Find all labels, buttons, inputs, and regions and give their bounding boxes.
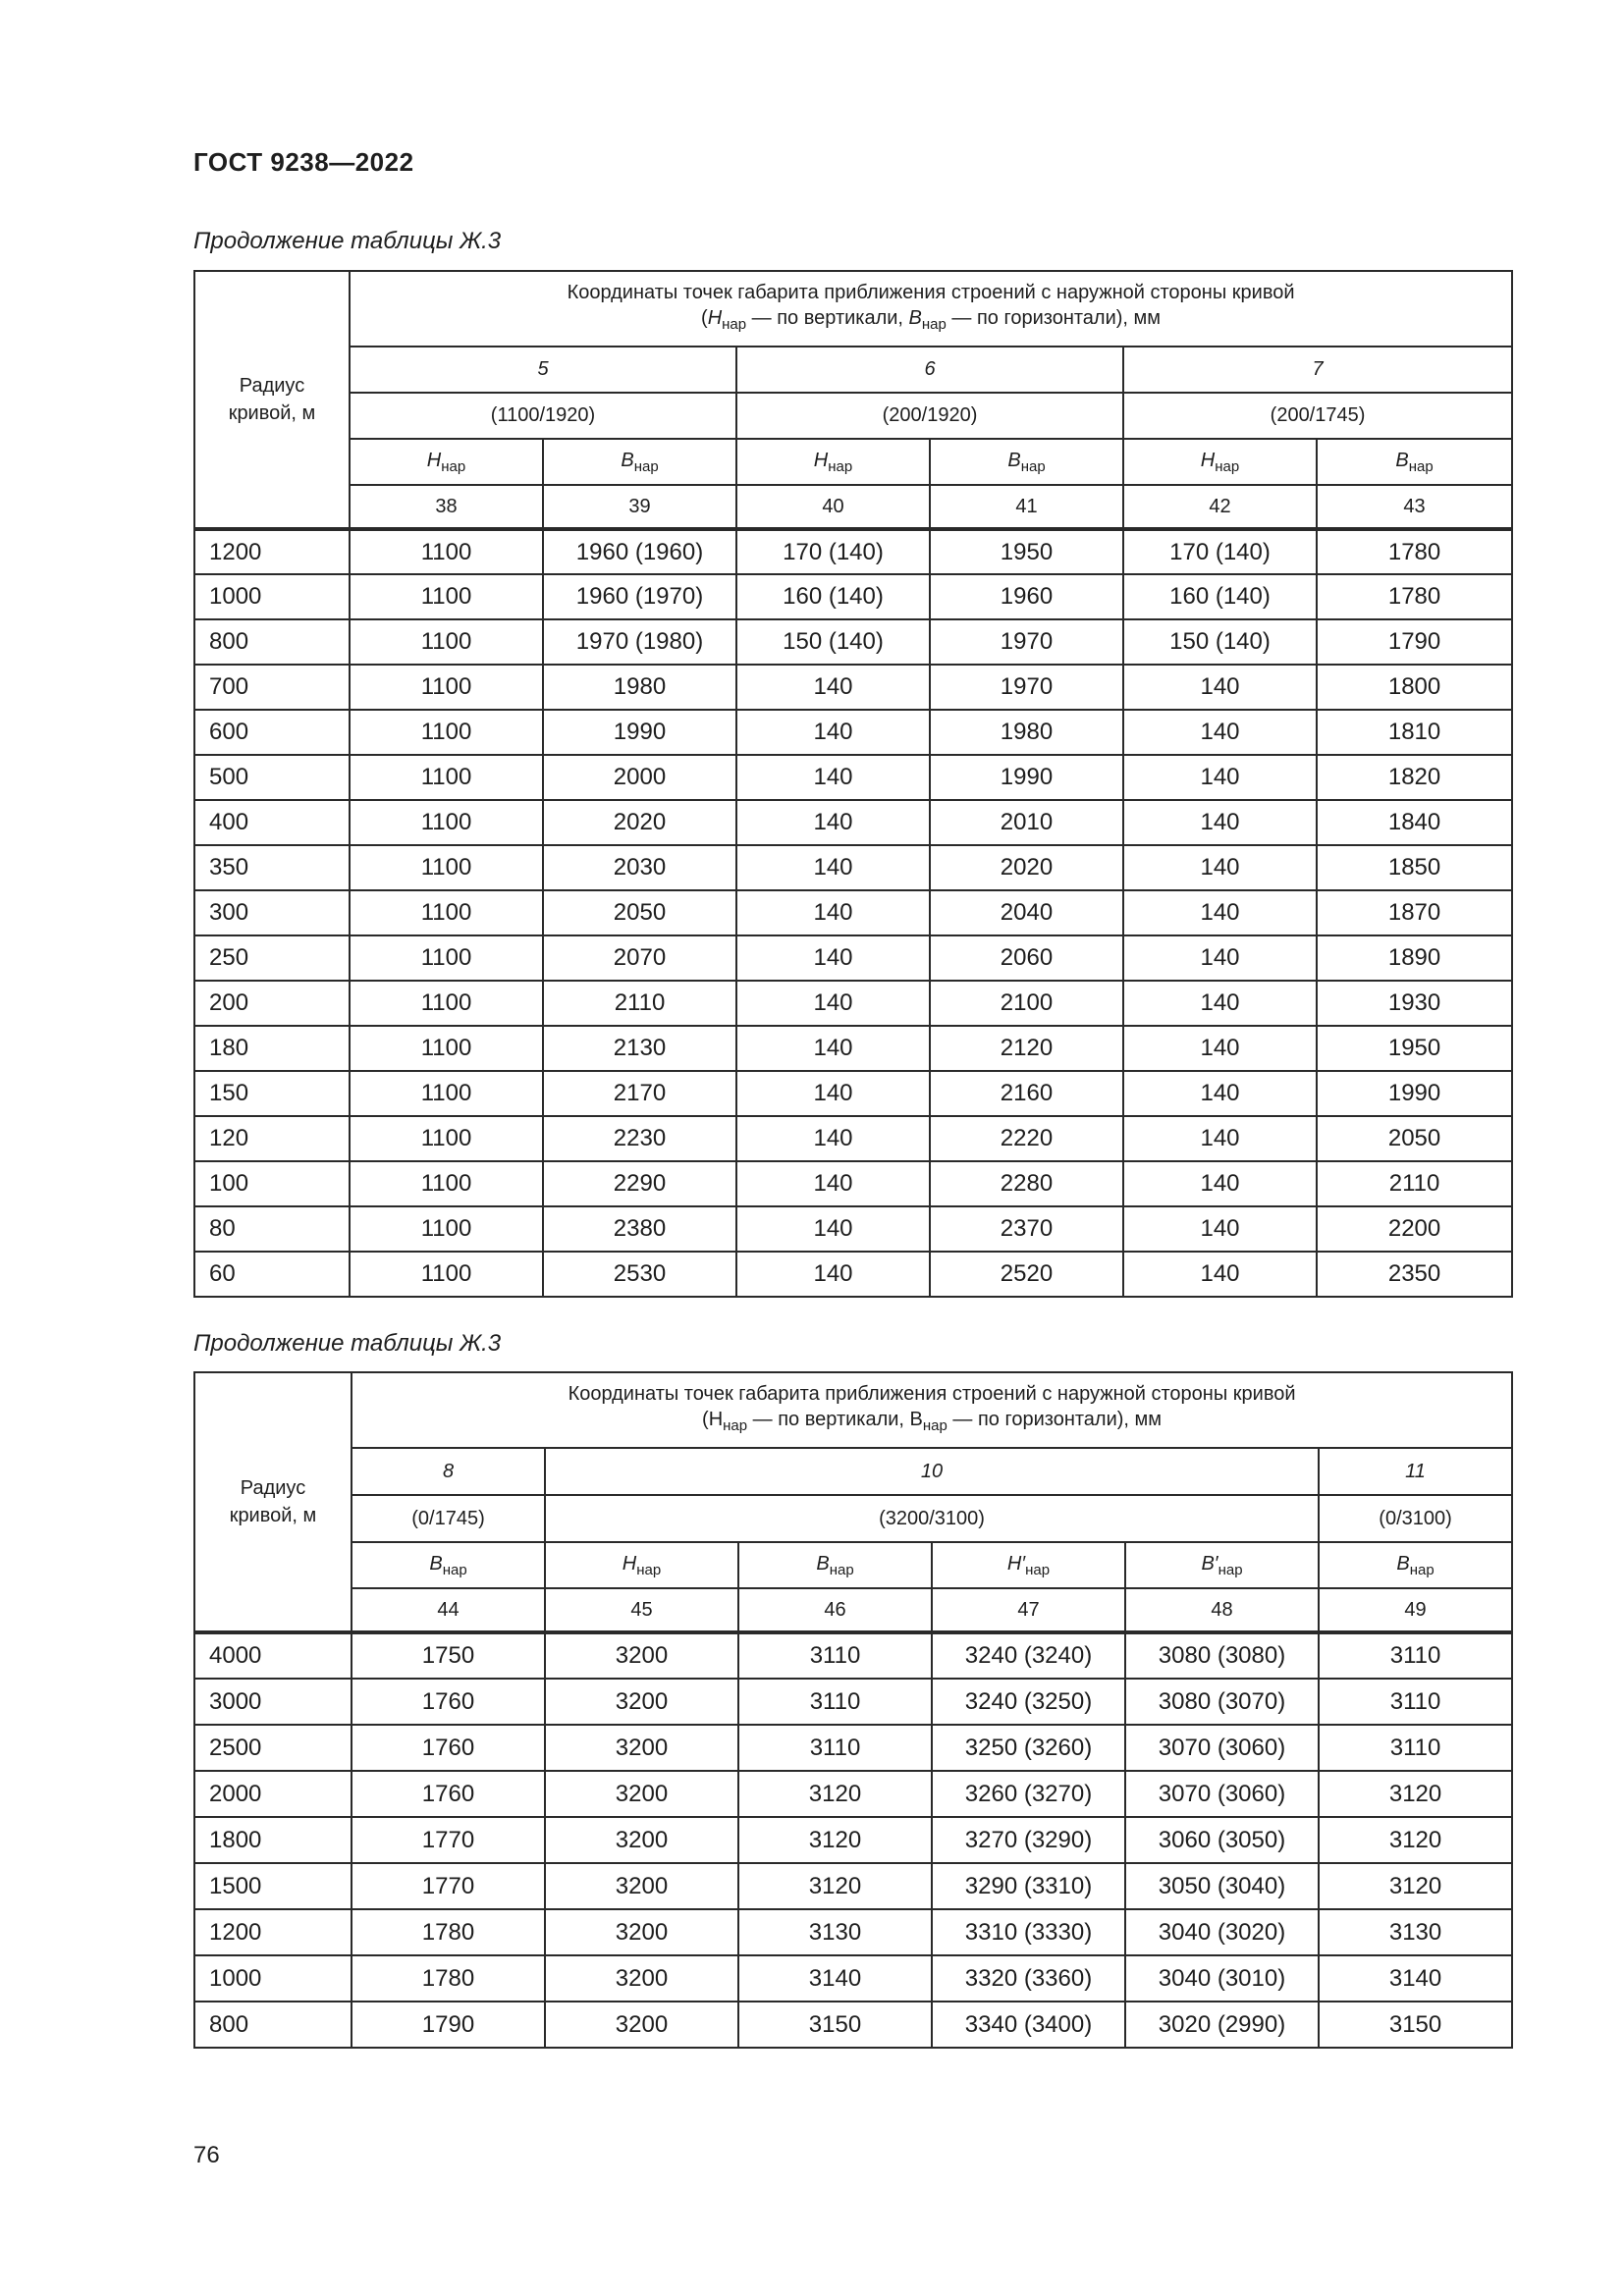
- value-cell: 3110: [738, 1632, 932, 1679]
- value-cell: 2530: [543, 1252, 736, 1297]
- value-cell: 140: [1123, 981, 1317, 1026]
- value-cell: 3120: [738, 1817, 932, 1863]
- value-cell: 1990: [543, 710, 736, 755]
- value-cell: 1750: [352, 1632, 545, 1679]
- value-cell: 140: [736, 981, 930, 1026]
- col-number: 47: [932, 1588, 1125, 1632]
- radius-label-line2: кривой, м: [228, 402, 316, 424]
- col-number: 48: [1125, 1588, 1319, 1632]
- table-row: [194, 1632, 1512, 1679]
- group-number: 10: [545, 1448, 1319, 1495]
- col-symbol: $B_{нар}$: [352, 1542, 545, 1588]
- value-cell: 1980: [930, 710, 1123, 755]
- value-cell: 3290 (3310): [932, 1863, 1125, 1909]
- value-cell: 1780: [1317, 529, 1512, 574]
- value-cell: 2380: [543, 1206, 736, 1252]
- value-cell: 140: [736, 755, 930, 800]
- value-cell: 160 (140): [736, 574, 930, 619]
- col-number: 39: [543, 485, 736, 529]
- value-cell: 2120: [930, 1026, 1123, 1071]
- value-cell: 1960 (1960): [543, 529, 736, 574]
- symbol-row: [194, 439, 1512, 485]
- value-cell: 140: [1123, 1206, 1317, 1252]
- table-row: [194, 1909, 1512, 1955]
- radius-cell: 150: [194, 1071, 350, 1116]
- radius-cell: 120: [194, 1116, 350, 1161]
- title-h-sub: нар: [723, 1417, 748, 1434]
- value-cell: 3140: [738, 1955, 932, 2002]
- value-cell: 2520: [930, 1252, 1123, 1297]
- value-cell: 150 (140): [736, 619, 930, 665]
- radius-cell: 2000: [194, 1771, 352, 1817]
- value-cell: 3250 (3260): [932, 1725, 1125, 1771]
- col-symbol: $H'_{нар}$: [932, 1542, 1125, 1588]
- value-cell: 140: [1123, 1026, 1317, 1071]
- col-symbol: $B_{нар}$: [1317, 439, 1512, 485]
- value-cell: 3110: [1319, 1725, 1512, 1771]
- value-cell: 1960: [930, 574, 1123, 619]
- value-cell: 140: [736, 1071, 930, 1116]
- value-cell: 1970: [930, 665, 1123, 710]
- value-cell: 1100: [350, 981, 543, 1026]
- value-cell: 1100: [350, 665, 543, 710]
- value-cell: 140: [1123, 755, 1317, 800]
- value-cell: 1950: [930, 529, 1123, 574]
- value-cell: 3120: [1319, 1817, 1512, 1863]
- title-b-symbol: B: [908, 307, 922, 329]
- table2: [193, 1371, 1513, 2049]
- document-header: ГОСТ 9238—2022: [193, 147, 414, 177]
- table-row: [194, 665, 1512, 710]
- title-b-sub: нар: [921, 316, 947, 333]
- table-row: [194, 1955, 1512, 2002]
- value-cell: 140: [736, 845, 930, 890]
- value-cell: 3150: [1319, 2002, 1512, 2048]
- value-cell: 1760: [352, 1771, 545, 1817]
- value-cell: 2110: [543, 981, 736, 1026]
- value-cell: 140: [736, 800, 930, 845]
- value-cell: 3200: [545, 1725, 738, 1771]
- radius-cell: 4000: [194, 1632, 352, 1679]
- value-cell: 3200: [545, 1771, 738, 1817]
- value-cell: 1780: [352, 1909, 545, 1955]
- radius-cell: 80: [194, 1206, 350, 1252]
- col-symbol: $B_{нар}$: [1319, 1542, 1512, 1588]
- value-cell: 2020: [543, 800, 736, 845]
- value-cell: 140: [736, 665, 930, 710]
- value-cell: 3270 (3290): [932, 1817, 1125, 1863]
- table-row: [194, 1817, 1512, 1863]
- value-cell: 3200: [545, 1679, 738, 1725]
- radius-cell: 180: [194, 1026, 350, 1071]
- value-cell: 2230: [543, 1116, 736, 1161]
- table-row: [194, 1679, 1512, 1725]
- value-cell: 3120: [738, 1771, 932, 1817]
- table-row: [194, 1116, 1512, 1161]
- value-cell: 3050 (3040): [1125, 1863, 1319, 1909]
- table2-body: [194, 1632, 1512, 2048]
- value-cell: 2220: [930, 1116, 1123, 1161]
- radius-cell: 3000: [194, 1679, 352, 1725]
- value-cell: 3080 (3080): [1125, 1632, 1319, 1679]
- value-cell: 1780: [352, 1955, 545, 2002]
- radius-cell: 400: [194, 800, 350, 845]
- value-cell: 1970 (1980): [543, 619, 736, 665]
- table-row: [194, 1725, 1512, 1771]
- value-cell: 1980: [543, 665, 736, 710]
- radius-header: [194, 271, 350, 529]
- value-cell: 3120: [1319, 1771, 1512, 1817]
- table-row: [194, 1252, 1512, 1297]
- value-cell: 2020: [930, 845, 1123, 890]
- value-cell: 2030: [543, 845, 736, 890]
- radius-label-line1: Радиус: [240, 1477, 306, 1499]
- value-cell: 1790: [1317, 619, 1512, 665]
- value-cell: 2200: [1317, 1206, 1512, 1252]
- column-number-row: [194, 485, 1512, 529]
- value-cell: 1840: [1317, 800, 1512, 845]
- title-paren: (: [702, 1409, 709, 1430]
- radius-cell: 800: [194, 2002, 352, 2048]
- value-cell: 140: [736, 1206, 930, 1252]
- radius-cell: 200: [194, 981, 350, 1026]
- title-b-sub: нар: [922, 1417, 947, 1434]
- value-cell: 1100: [350, 1206, 543, 1252]
- value-cell: 3130: [1319, 1909, 1512, 1955]
- value-cell: 1100: [350, 1071, 543, 1116]
- value-cell: 1990: [1317, 1071, 1512, 1116]
- radius-cell: 500: [194, 755, 350, 800]
- radius-cell: 1800: [194, 1817, 352, 1863]
- value-cell: 1100: [350, 1026, 543, 1071]
- table-row: [194, 1771, 1512, 1817]
- col-symbol: $B_{нар}$: [738, 1542, 932, 1588]
- group-coords: (200/1745): [1123, 393, 1512, 439]
- group-coords: (0/1745): [352, 1495, 545, 1542]
- title-b-symbol: B: [909, 1409, 923, 1430]
- value-cell: 3110: [738, 1679, 932, 1725]
- value-cell: 3200: [545, 1863, 738, 1909]
- table1-title: [350, 271, 1512, 347]
- value-cell: 1760: [352, 1679, 545, 1725]
- value-cell: 1100: [350, 935, 543, 981]
- col-number: 40: [736, 485, 930, 529]
- group-number: 7: [1123, 347, 1512, 393]
- col-number: 46: [738, 1588, 932, 1632]
- group-number: 5: [350, 347, 736, 393]
- table-row: [194, 529, 1512, 574]
- table-row: [194, 574, 1512, 619]
- radius-cell: 1500: [194, 1863, 352, 1909]
- value-cell: 140: [1123, 710, 1317, 755]
- value-cell: 1930: [1317, 981, 1512, 1026]
- value-cell: 140: [1123, 935, 1317, 981]
- table1: [193, 270, 1513, 1298]
- table-row: [194, 935, 1512, 981]
- value-cell: 2100: [930, 981, 1123, 1026]
- value-cell: 1960 (1970): [543, 574, 736, 619]
- value-cell: 1100: [350, 1161, 543, 1206]
- value-cell: 140: [736, 890, 930, 935]
- value-cell: 140: [1123, 1116, 1317, 1161]
- title-line1: Координаты точек габарита приближения строений с наружной стороны кривой: [568, 1383, 1296, 1405]
- value-cell: 3150: [738, 2002, 932, 2048]
- value-cell: 2290: [543, 1161, 736, 1206]
- group-number: 8: [352, 1448, 545, 1495]
- col-number: 49: [1319, 1588, 1512, 1632]
- value-cell: 2280: [930, 1161, 1123, 1206]
- value-cell: 3110: [1319, 1632, 1512, 1679]
- table-row: [194, 981, 1512, 1026]
- col-number: 45: [545, 1588, 738, 1632]
- radius-cell: 800: [194, 619, 350, 665]
- value-cell: 1100: [350, 619, 543, 665]
- radius-header: [194, 1372, 352, 1632]
- value-cell: 1100: [350, 710, 543, 755]
- value-cell: 140: [736, 1116, 930, 1161]
- table-row: [194, 890, 1512, 935]
- col-symbol: $H_{нар}$: [736, 439, 930, 485]
- value-cell: 140: [1123, 1161, 1317, 1206]
- table2-caption: Продолжение таблицы Ж.3: [193, 1330, 502, 1357]
- value-cell: 3130: [738, 1909, 932, 1955]
- value-cell: 3240 (3240): [932, 1632, 1125, 1679]
- table-row: [194, 1863, 1512, 1909]
- radius-cell: 1200: [194, 1909, 352, 1955]
- value-cell: 1810: [1317, 710, 1512, 755]
- table-row: [194, 619, 1512, 665]
- title-line1: Координаты точек габарита приближения строений с наружной стороны кривой: [567, 282, 1295, 303]
- value-cell: 3140: [1319, 1955, 1512, 2002]
- value-cell: 140: [1123, 800, 1317, 845]
- col-number: 42: [1123, 485, 1317, 529]
- value-cell: 1760: [352, 1725, 545, 1771]
- value-cell: 3310 (3330): [932, 1909, 1125, 1955]
- value-cell: 2110: [1317, 1161, 1512, 1206]
- value-cell: 140: [736, 935, 930, 981]
- value-cell: 140: [1123, 845, 1317, 890]
- value-cell: 2060: [930, 935, 1123, 981]
- col-symbol: $H_{нар}$: [1123, 439, 1317, 485]
- value-cell: 140: [1123, 890, 1317, 935]
- table-row: [194, 1206, 1512, 1252]
- value-cell: 2050: [543, 890, 736, 935]
- col-number: 41: [930, 485, 1123, 529]
- value-cell: 1820: [1317, 755, 1512, 800]
- value-cell: 1850: [1317, 845, 1512, 890]
- value-cell: 3320 (3360): [932, 1955, 1125, 2002]
- value-cell: 1790: [352, 2002, 545, 2048]
- radius-cell: 60: [194, 1252, 350, 1297]
- value-cell: 1780: [1317, 574, 1512, 619]
- value-cell: 1870: [1317, 890, 1512, 935]
- value-cell: 1100: [350, 529, 543, 574]
- col-symbol: $B_{нар}$: [930, 439, 1123, 485]
- table-row: [194, 755, 1512, 800]
- group-number: 11: [1319, 1448, 1512, 1495]
- value-cell: 3070 (3060): [1125, 1725, 1319, 1771]
- group-number: 6: [736, 347, 1123, 393]
- radius-cell: 100: [194, 1161, 350, 1206]
- value-cell: 140: [1123, 665, 1317, 710]
- value-cell: 1100: [350, 800, 543, 845]
- value-cell: 1890: [1317, 935, 1512, 981]
- col-number: 38: [350, 485, 543, 529]
- value-cell: 2070: [543, 935, 736, 981]
- value-cell: 170 (140): [736, 529, 930, 574]
- value-cell: 3240 (3250): [932, 1679, 1125, 1725]
- group-coords: (200/1920): [736, 393, 1123, 439]
- value-cell: 1950: [1317, 1026, 1512, 1071]
- title-mid1: — по вертикали,: [746, 307, 909, 329]
- value-cell: 1970: [930, 619, 1123, 665]
- radius-label-line2: кривой, м: [229, 1505, 317, 1526]
- value-cell: 2130: [543, 1026, 736, 1071]
- value-cell: 1100: [350, 890, 543, 935]
- col-symbol: $B_{нар}$: [543, 439, 736, 485]
- value-cell: 1100: [350, 1252, 543, 1297]
- value-cell: 2160: [930, 1071, 1123, 1116]
- value-cell: 3200: [545, 1909, 738, 1955]
- value-cell: 3040 (3010): [1125, 1955, 1319, 2002]
- table1-caption: Продолжение таблицы Ж.3: [193, 228, 502, 254]
- value-cell: 1100: [350, 574, 543, 619]
- table-row: [194, 845, 1512, 890]
- radius-cell: 700: [194, 665, 350, 710]
- value-cell: 3120: [1319, 1863, 1512, 1909]
- value-cell: 140: [736, 1252, 930, 1297]
- value-cell: 2040: [930, 890, 1123, 935]
- value-cell: 2000: [543, 755, 736, 800]
- value-cell: 3200: [545, 1632, 738, 1679]
- value-cell: 3070 (3060): [1125, 1771, 1319, 1817]
- value-cell: 3260 (3270): [932, 1771, 1125, 1817]
- value-cell: 3110: [1319, 1679, 1512, 1725]
- radius-cell: 300: [194, 890, 350, 935]
- page-number: 76: [193, 2142, 220, 2168]
- radius-cell: 1000: [194, 574, 350, 619]
- table-row: [194, 1161, 1512, 1206]
- value-cell: 170 (140): [1123, 529, 1317, 574]
- table-row: [194, 1026, 1512, 1071]
- value-cell: 1100: [350, 845, 543, 890]
- value-cell: 3340 (3400): [932, 2002, 1125, 2048]
- value-cell: 1100: [350, 1116, 543, 1161]
- value-cell: 3200: [545, 2002, 738, 2048]
- table-row: [194, 2002, 1512, 2048]
- value-cell: 1800: [1317, 665, 1512, 710]
- table-row: [194, 1071, 1512, 1116]
- value-cell: 2050: [1317, 1116, 1512, 1161]
- value-cell: 3110: [738, 1725, 932, 1771]
- group-coords: (1100/1920): [350, 393, 736, 439]
- value-cell: 160 (140): [1123, 574, 1317, 619]
- radius-cell: 1200: [194, 529, 350, 574]
- radius-cell: 250: [194, 935, 350, 981]
- value-cell: 3200: [545, 1955, 738, 2002]
- title-h-sub: нар: [722, 316, 747, 333]
- col-symbol: $H_{нар}$: [350, 439, 543, 485]
- title-h-symbol: H: [707, 307, 723, 329]
- title-h-symbol: H: [708, 1409, 724, 1430]
- value-cell: 140: [1123, 1252, 1317, 1297]
- title-mid1: — по вертикали,: [747, 1409, 910, 1430]
- value-cell: 3040 (3020): [1125, 1909, 1319, 1955]
- value-cell: 1770: [352, 1863, 545, 1909]
- radius-label-line1: Радиус: [239, 375, 305, 397]
- radius-cell: 350: [194, 845, 350, 890]
- column-number-row: [194, 1588, 1512, 1632]
- col-number: 44: [352, 1588, 545, 1632]
- value-cell: 3060 (3050): [1125, 1817, 1319, 1863]
- value-cell: 2170: [543, 1071, 736, 1116]
- value-cell: 140: [736, 1161, 930, 1206]
- group-coords: (3200/3100): [545, 1495, 1319, 1542]
- value-cell: 1990: [930, 755, 1123, 800]
- value-cell: 140: [736, 1026, 930, 1071]
- value-cell: 3080 (3070): [1125, 1679, 1319, 1725]
- symbol-row: [194, 1542, 1512, 1588]
- value-cell: 140: [1123, 1071, 1317, 1116]
- radius-cell: 2500: [194, 1725, 352, 1771]
- value-cell: 2010: [930, 800, 1123, 845]
- col-symbol: $H_{нар}$: [545, 1542, 738, 1588]
- title-mid2: — по горизонтали), мм: [946, 307, 1162, 329]
- value-cell: 3120: [738, 1863, 932, 1909]
- group-coords: (0/3100): [1319, 1495, 1512, 1542]
- col-symbol: $B'_{нар}$: [1125, 1542, 1319, 1588]
- value-cell: 3020 (2990): [1125, 2002, 1319, 2048]
- value-cell: 1770: [352, 1817, 545, 1863]
- title-paren: (: [701, 307, 708, 329]
- col-number: 43: [1317, 485, 1512, 529]
- table2-title: [352, 1372, 1512, 1448]
- radius-cell: 600: [194, 710, 350, 755]
- value-cell: 2370: [930, 1206, 1123, 1252]
- value-cell: 140: [736, 710, 930, 755]
- table-row: [194, 800, 1512, 845]
- table-row: [194, 710, 1512, 755]
- value-cell: 1100: [350, 755, 543, 800]
- title-mid2: — по горизонтали), мм: [947, 1409, 1163, 1430]
- radius-cell: 1000: [194, 1955, 352, 2002]
- value-cell: 150 (140): [1123, 619, 1317, 665]
- value-cell: 2350: [1317, 1252, 1512, 1297]
- value-cell: 3200: [545, 1817, 738, 1863]
- table1-body: [194, 529, 1512, 1297]
